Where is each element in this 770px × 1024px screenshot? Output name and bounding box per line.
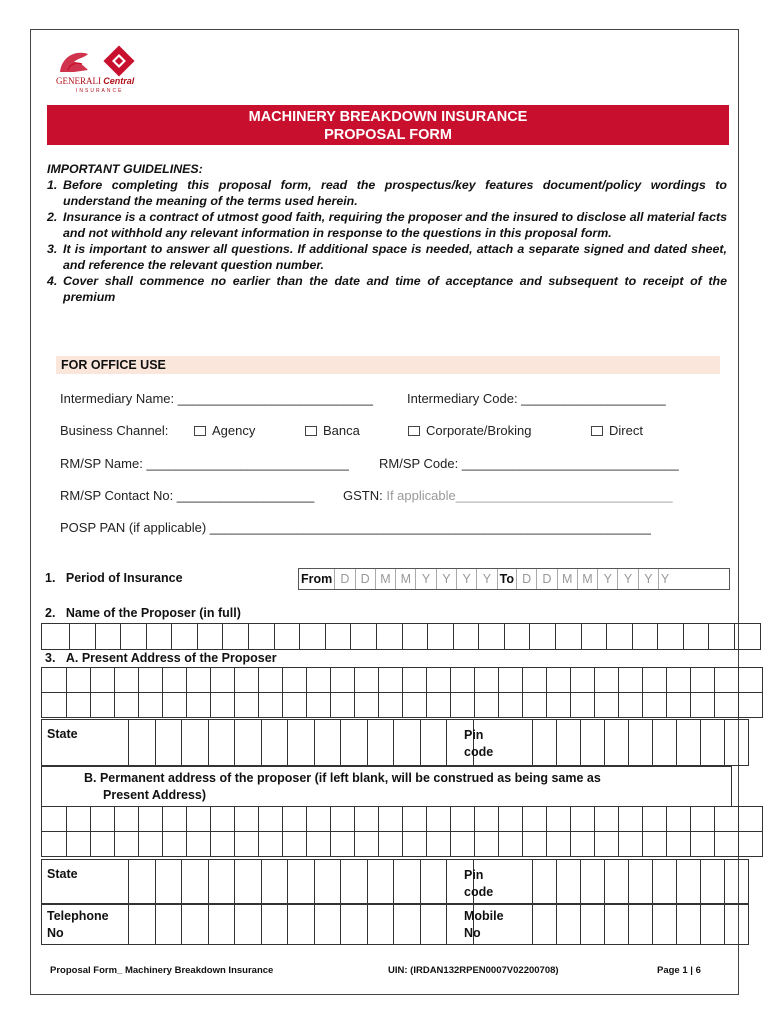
- char-box[interactable]: [249, 624, 275, 650]
- char-box[interactable]: [91, 832, 115, 857]
- char-box[interactable]: [571, 693, 595, 718]
- char-box[interactable]: [683, 624, 709, 650]
- char-box[interactable]: [355, 693, 379, 718]
- char-box[interactable]: [235, 807, 259, 832]
- char-box[interactable]: [182, 720, 209, 766]
- generali-logo: [54, 44, 146, 94]
- char-box[interactable]: [182, 860, 209, 904]
- char-box[interactable]: [355, 668, 379, 693]
- char-box[interactable]: [341, 720, 368, 766]
- char-box[interactable]: [595, 693, 619, 718]
- char-box[interactable]: [235, 832, 259, 857]
- char-box[interactable]: [691, 832, 715, 857]
- char-box[interactable]: [715, 693, 739, 718]
- char-box[interactable]: [739, 693, 763, 718]
- channel-agency-checkbox[interactable]: Agency: [194, 423, 255, 438]
- permanent-state-pin-row: [41, 859, 732, 904]
- char-box[interactable]: [643, 807, 667, 832]
- char-box[interactable]: [547, 668, 571, 693]
- char-box[interactable]: [530, 624, 556, 650]
- char-box[interactable]: [652, 905, 676, 945]
- footer-uin: UIN: (IRDAN132RPEN0007V02200708): [388, 965, 559, 976]
- char-box[interactable]: [677, 720, 701, 766]
- char-box[interactable]: [146, 624, 172, 650]
- rmsp-name-field[interactable]: RM/SP Name: ____________________________: [60, 456, 349, 471]
- char-box[interactable]: [394, 720, 421, 766]
- char-box[interactable]: [451, 807, 475, 832]
- char-box[interactable]: [709, 624, 735, 650]
- char-box[interactable]: [187, 807, 211, 832]
- to-date-cell[interactable]: Y: [639, 569, 659, 589]
- char-box[interactable]: [652, 860, 676, 904]
- char-box[interactable]: [475, 832, 499, 857]
- char-box[interactable]: [532, 905, 556, 945]
- char-box[interactable]: [739, 832, 763, 857]
- char-box[interactable]: [42, 624, 70, 650]
- char-box[interactable]: [261, 905, 288, 945]
- permanent-address-grid[interactable]: [41, 806, 763, 857]
- char-box[interactable]: [187, 832, 211, 857]
- char-box[interactable]: [163, 693, 187, 718]
- char-box[interactable]: [187, 668, 211, 693]
- char-box[interactable]: [67, 807, 91, 832]
- char-box[interactable]: [115, 807, 139, 832]
- intermediary-code-field[interactable]: Intermediary Code: ____________________: [407, 391, 666, 406]
- char-box[interactable]: [643, 832, 667, 857]
- char-box[interactable]: [235, 905, 262, 945]
- char-box[interactable]: [427, 807, 451, 832]
- char-box[interactable]: [129, 720, 156, 766]
- char-box[interactable]: [261, 720, 288, 766]
- char-box[interactable]: [331, 668, 355, 693]
- to-date-cell[interactable]: Y: [660, 572, 670, 586]
- char-box[interactable]: [403, 668, 427, 693]
- char-box[interactable]: [355, 832, 379, 857]
- char-box[interactable]: [619, 807, 643, 832]
- char-box[interactable]: [379, 693, 403, 718]
- char-box[interactable]: [643, 693, 667, 718]
- to-date-cell[interactable]: Y: [618, 569, 638, 589]
- char-box[interactable]: [739, 807, 763, 832]
- char-box[interactable]: [115, 693, 139, 718]
- char-box[interactable]: [691, 693, 715, 718]
- char-box[interactable]: [595, 832, 619, 857]
- footer-page-number: Page 1 | 6: [657, 965, 701, 976]
- char-box[interactable]: [420, 860, 447, 904]
- char-box[interactable]: [523, 832, 547, 857]
- char-box[interactable]: [667, 832, 691, 857]
- char-box[interactable]: [115, 668, 139, 693]
- char-box[interactable]: [155, 905, 182, 945]
- char-box[interactable]: [556, 720, 580, 766]
- char-box[interactable]: [499, 693, 523, 718]
- char-box[interactable]: [300, 624, 326, 650]
- char-box[interactable]: [479, 624, 505, 650]
- to-date-cell[interactable]: D: [537, 569, 557, 589]
- char-box[interactable]: [259, 668, 283, 693]
- pin-code-label: Pin code: [464, 728, 494, 759]
- char-box[interactable]: [223, 624, 249, 650]
- to-date-cell[interactable]: M: [578, 569, 598, 589]
- char-box[interactable]: [367, 905, 394, 945]
- char-box[interactable]: [139, 832, 163, 857]
- period-date-box[interactable]: [298, 568, 730, 590]
- checkbox-icon: [194, 426, 206, 436]
- from-date-cell[interactable]: M: [376, 569, 396, 589]
- char-box[interactable]: [307, 832, 331, 857]
- char-box[interactable]: [420, 905, 447, 945]
- char-box[interactable]: [163, 832, 187, 857]
- guideline-item: 4. Cover shall commence no earlier than the date and time of acceptance and subsequent to receipt of the premium: [47, 274, 727, 304]
- char-box[interactable]: [307, 807, 331, 832]
- char-box[interactable]: [259, 807, 283, 832]
- char-box[interactable]: [341, 905, 368, 945]
- from-date-cell[interactable]: Y: [457, 569, 477, 589]
- telephone-label: Telephone No: [47, 909, 109, 940]
- char-box[interactable]: [259, 832, 283, 857]
- state-label: State: [47, 867, 78, 881]
- char-box[interactable]: [42, 807, 67, 832]
- char-box[interactable]: [379, 668, 403, 693]
- form-title: [47, 105, 729, 145]
- char-box[interactable]: [499, 832, 523, 857]
- char-box[interactable]: [155, 720, 182, 766]
- char-box[interactable]: [208, 860, 235, 904]
- char-box[interactable]: [139, 668, 163, 693]
- char-box[interactable]: [667, 668, 691, 693]
- char-box[interactable]: [715, 807, 739, 832]
- from-label: From: [299, 569, 335, 589]
- intermediary-name-field[interactable]: Intermediary Name: ___________________________: [60, 391, 373, 406]
- business-channel-label: Business Channel:: [60, 423, 169, 438]
- char-box[interactable]: [187, 693, 211, 718]
- char-box[interactable]: [307, 693, 331, 718]
- char-box[interactable]: [67, 693, 91, 718]
- char-box[interactable]: [523, 693, 547, 718]
- char-box[interactable]: [70, 624, 96, 650]
- char-box[interactable]: [571, 832, 595, 857]
- char-box[interactable]: [701, 905, 725, 945]
- char-box[interactable]: [283, 832, 307, 857]
- char-box[interactable]: [139, 693, 163, 718]
- char-box[interactable]: [667, 693, 691, 718]
- char-box[interactable]: [604, 720, 628, 766]
- char-box[interactable]: [182, 905, 209, 945]
- char-box[interactable]: [208, 905, 235, 945]
- char-box[interactable]: [355, 807, 379, 832]
- from-date-cell[interactable]: D: [356, 569, 376, 589]
- char-box[interactable]: [652, 720, 676, 766]
- char-box[interactable]: [331, 693, 355, 718]
- char-box[interactable]: [261, 860, 288, 904]
- char-box[interactable]: [376, 624, 402, 650]
- char-box[interactable]: [379, 807, 403, 832]
- char-box[interactable]: [725, 860, 749, 904]
- char-box[interactable]: [580, 905, 604, 945]
- to-date-cell[interactable]: M: [558, 569, 578, 589]
- char-box[interactable]: [475, 693, 499, 718]
- char-box[interactable]: [67, 668, 91, 693]
- char-box[interactable]: [580, 860, 604, 904]
- from-date-cell[interactable]: Y: [416, 569, 436, 589]
- char-box[interactable]: [283, 693, 307, 718]
- char-box[interactable]: [619, 693, 643, 718]
- char-box[interactable]: [235, 668, 259, 693]
- char-box[interactable]: [739, 668, 763, 693]
- char-box[interactable]: [701, 720, 725, 766]
- present-state-pin-row: [41, 719, 732, 766]
- char-box[interactable]: [715, 668, 739, 693]
- char-box[interactable]: [331, 832, 355, 857]
- char-box[interactable]: [402, 624, 428, 650]
- present-address-grid[interactable]: [41, 667, 763, 718]
- char-box[interactable]: [42, 693, 67, 718]
- char-box[interactable]: [555, 624, 581, 650]
- char-box[interactable]: [532, 720, 556, 766]
- char-box[interactable]: [427, 832, 451, 857]
- permanent-address-heading: B. Permanent address of the proposer (if left blank, will be construed as being same as Present Address): [41, 766, 732, 806]
- char-box[interactable]: [211, 807, 235, 832]
- char-box[interactable]: [499, 807, 523, 832]
- char-box[interactable]: [283, 668, 307, 693]
- char-box[interactable]: [129, 905, 156, 945]
- from-date-cell[interactable]: Y: [477, 569, 497, 589]
- char-box[interactable]: [351, 624, 377, 650]
- char-box[interactable]: [571, 807, 595, 832]
- char-box[interactable]: [403, 807, 427, 832]
- char-box[interactable]: [379, 832, 403, 857]
- char-box[interactable]: [42, 668, 67, 693]
- char-box[interactable]: [547, 832, 571, 857]
- char-box[interactable]: [139, 807, 163, 832]
- char-box[interactable]: [604, 860, 628, 904]
- char-box[interactable]: [595, 668, 619, 693]
- char-box[interactable]: [632, 624, 658, 650]
- from-date-cell[interactable]: M: [396, 569, 416, 589]
- char-box[interactable]: [547, 693, 571, 718]
- char-box[interactable]: [556, 905, 580, 945]
- char-box[interactable]: [341, 860, 368, 904]
- checkbox-icon: [591, 426, 603, 436]
- to-date-cell[interactable]: Y: [598, 569, 618, 589]
- char-box[interactable]: [595, 807, 619, 832]
- channel-corporate-checkbox[interactable]: Corporate/Broking: [408, 423, 532, 438]
- mobile-label: Mobile No: [464, 909, 504, 940]
- char-box[interactable]: [197, 624, 223, 650]
- footer-form-name: Proposal Form_ Machinery Breakdown Insurance: [50, 965, 274, 976]
- char-box[interactable]: [172, 624, 198, 650]
- char-box[interactable]: [427, 668, 451, 693]
- logo-subtitle: INSURANCE: [76, 88, 124, 94]
- char-box[interactable]: [628, 720, 652, 766]
- char-box[interactable]: [283, 807, 307, 832]
- state-label: State: [47, 727, 78, 741]
- char-box[interactable]: [619, 668, 643, 693]
- title-line-2: PROPOSAL FORM: [324, 127, 452, 143]
- telephone-mobile-row: [41, 904, 732, 945]
- char-box[interactable]: [314, 905, 341, 945]
- pin-code-label: Pin code: [464, 868, 494, 899]
- char-box[interactable]: [658, 624, 684, 650]
- char-box[interactable]: [428, 624, 454, 650]
- char-box[interactable]: [735, 624, 761, 650]
- char-box[interactable]: [367, 720, 394, 766]
- q1-label: 1. Period of Insurance: [45, 571, 183, 585]
- char-box[interactable]: [667, 807, 691, 832]
- char-box[interactable]: [314, 720, 341, 766]
- checkbox-icon: [305, 426, 317, 436]
- char-box[interactable]: [715, 832, 739, 857]
- char-box[interactable]: [367, 860, 394, 904]
- char-box[interactable]: [475, 668, 499, 693]
- char-box[interactable]: [91, 807, 115, 832]
- char-box[interactable]: [451, 668, 475, 693]
- char-box[interactable]: [571, 668, 595, 693]
- char-box[interactable]: [725, 720, 749, 766]
- from-date-cell[interactable]: D: [335, 569, 355, 589]
- char-box[interactable]: [628, 860, 652, 904]
- char-box[interactable]: [403, 832, 427, 857]
- char-box[interactable]: [619, 832, 643, 857]
- char-box[interactable]: [607, 624, 633, 650]
- char-box[interactable]: [394, 860, 421, 904]
- guidelines-heading: IMPORTANT GUIDELINES:: [47, 162, 203, 176]
- char-box[interactable]: [163, 807, 187, 832]
- char-box[interactable]: [314, 860, 341, 904]
- char-box[interactable]: [325, 624, 351, 650]
- char-box[interactable]: [235, 860, 262, 904]
- char-box[interactable]: [211, 668, 235, 693]
- char-box[interactable]: [628, 905, 652, 945]
- char-box[interactable]: [155, 860, 182, 904]
- char-box[interactable]: [581, 624, 607, 650]
- logo-wordmark: GENERALI Central: [56, 76, 135, 86]
- char-box[interactable]: [288, 720, 315, 766]
- char-box[interactable]: [677, 860, 701, 904]
- char-box[interactable]: [691, 807, 715, 832]
- char-box[interactable]: [547, 807, 571, 832]
- from-date-cell[interactable]: Y: [437, 569, 457, 589]
- channel-direct-checkbox[interactable]: Direct: [591, 423, 643, 438]
- char-box[interactable]: [288, 860, 315, 904]
- char-box[interactable]: [129, 860, 156, 904]
- char-box[interactable]: [95, 624, 121, 650]
- char-box[interactable]: [499, 668, 523, 693]
- char-box[interactable]: [67, 832, 91, 857]
- char-box[interactable]: [677, 905, 701, 945]
- guidelines: [47, 161, 727, 305]
- char-box[interactable]: [91, 668, 115, 693]
- char-box[interactable]: [475, 807, 499, 832]
- to-date-cell[interactable]: D: [517, 569, 537, 589]
- char-box[interactable]: [288, 905, 315, 945]
- char-box[interactable]: [504, 624, 530, 650]
- char-box[interactable]: [701, 860, 725, 904]
- char-box[interactable]: [523, 807, 547, 832]
- char-box[interactable]: [259, 693, 283, 718]
- char-box[interactable]: [208, 720, 235, 766]
- to-label: To: [498, 569, 517, 589]
- char-box[interactable]: [532, 860, 556, 904]
- char-box[interactable]: [211, 693, 235, 718]
- title-line-1: MACHINERY BREAKDOWN INSURANCE: [248, 109, 528, 125]
- char-box[interactable]: [115, 832, 139, 857]
- char-box[interactable]: [235, 720, 262, 766]
- guideline-item: 3. It is important to answer all questions. If additional space is needed, attach a separate signed and dated sheet, and reference the relevant question number.: [47, 242, 727, 272]
- q3-label: 3. A. Present Address of the Proposer: [45, 651, 277, 665]
- char-box[interactable]: [604, 905, 628, 945]
- q2-label: 2. Name of the Proposer (in full): [45, 606, 241, 620]
- gstn-field[interactable]: GSTN: If applicable______________________________: [343, 488, 673, 503]
- char-box[interactable]: [403, 693, 427, 718]
- posp-pan-field[interactable]: POSP PAN (if applicable) _____________________________________________________________: [60, 520, 651, 535]
- char-box[interactable]: [420, 720, 447, 766]
- char-box[interactable]: [725, 905, 749, 945]
- rmsp-code-field[interactable]: RM/SP Code: ______________________________: [379, 456, 679, 471]
- char-box[interactable]: [523, 668, 547, 693]
- char-box[interactable]: [453, 624, 479, 650]
- char-box[interactable]: [121, 624, 147, 650]
- char-box[interactable]: [580, 720, 604, 766]
- guideline-item: 2. Insurance is a contract of utmost good faith, requiring the proposer and the insured to disclose all material facts and not withhold any relevant information in response to the questions in this proposal form.: [47, 210, 727, 240]
- char-box[interactable]: [451, 693, 475, 718]
- char-box[interactable]: [235, 693, 259, 718]
- char-box[interactable]: [307, 668, 331, 693]
- checkbox-icon: [408, 426, 420, 436]
- guideline-item: 1. Before completing this proposal form, read the prospectus/key features document/policy wordings to understand the meaning of the terms used herein.: [47, 178, 727, 208]
- proposer-name-grid[interactable]: [41, 623, 761, 650]
- char-box[interactable]: [163, 668, 187, 693]
- char-box[interactable]: [394, 905, 421, 945]
- rmsp-contact-field[interactable]: RM/SP Contact No: ___________________: [60, 488, 315, 503]
- channel-banca-checkbox[interactable]: Banca: [305, 423, 360, 438]
- char-box[interactable]: [691, 668, 715, 693]
- char-box[interactable]: [331, 807, 355, 832]
- char-box[interactable]: [42, 832, 67, 857]
- char-box[interactable]: [556, 860, 580, 904]
- office-use-heading: FOR OFFICE USE: [56, 356, 720, 374]
- char-box[interactable]: [211, 832, 235, 857]
- char-box[interactable]: [643, 668, 667, 693]
- char-box[interactable]: [427, 693, 451, 718]
- char-box[interactable]: [451, 832, 475, 857]
- char-box[interactable]: [91, 693, 115, 718]
- char-box[interactable]: [274, 624, 300, 650]
